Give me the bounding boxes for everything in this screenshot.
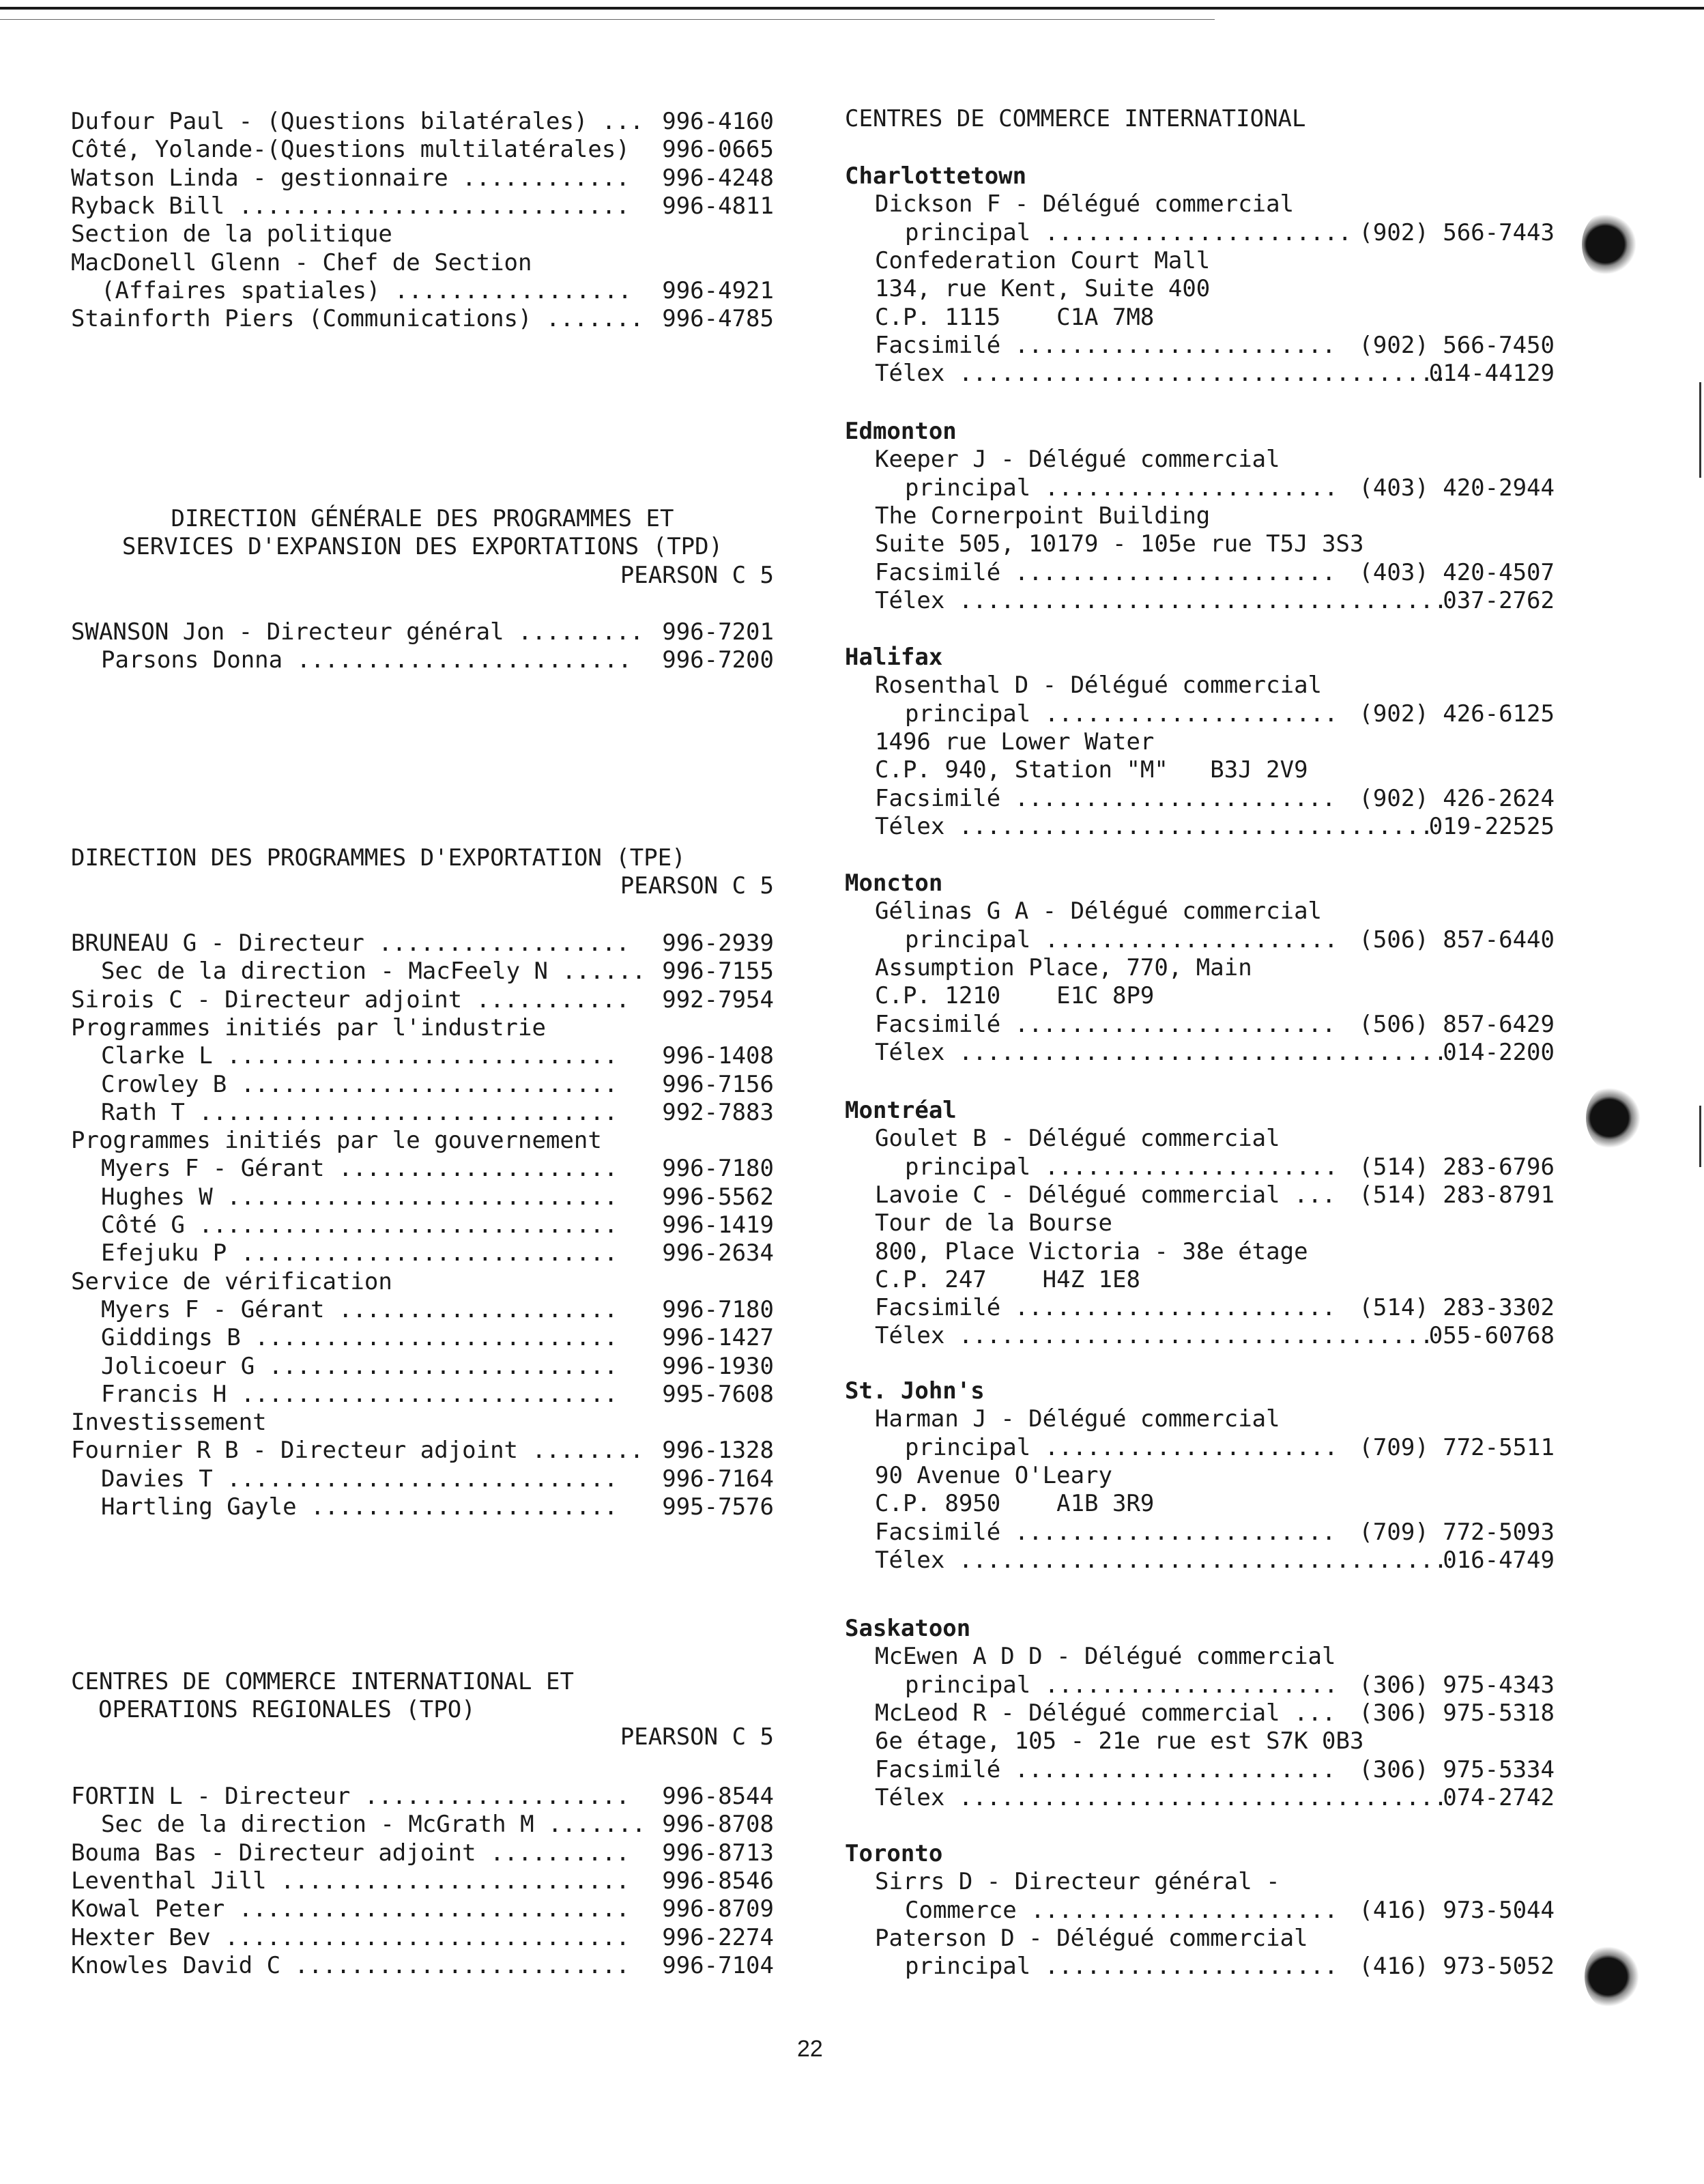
entry-phone: 996-1427 (662, 1324, 774, 1352)
entry-label: Télex ................................... (875, 1546, 1448, 1574)
entry-label: Sec de la direction - MacFeely N ...... (101, 958, 646, 986)
city-heading: Montréal (845, 1097, 957, 1124)
entry-label: (Affaires spatiales) ................. (101, 276, 632, 304)
entry-phone: 996-8708 (662, 1811, 774, 1839)
entry-phone: 996-7104 (662, 1951, 774, 1979)
entry-phone: 996-8546 (662, 1867, 774, 1895)
directory-line (845, 1266, 1555, 1293)
directory-line (71, 1239, 774, 1267)
entry-label: principal ..................... (905, 700, 1338, 728)
directory-line (845, 190, 1555, 218)
entry-label: Paterson D - Délégué commercial (875, 1924, 1308, 1952)
entry-label: Ryback Bill ............................ (71, 192, 630, 220)
directory-line (71, 1042, 774, 1069)
directory-line (71, 1783, 774, 1810)
entry-label: Facsimilé ....................... (875, 558, 1336, 586)
directory-line (845, 1953, 1555, 1980)
entry-label: principal ..................... (905, 1671, 1338, 1699)
entry-label: C.P. 247 H4Z 1E8 (875, 1265, 1140, 1293)
directory-line (845, 559, 1555, 586)
directory-line (845, 1699, 1555, 1727)
entry-label: Jolicoeur G ......................... (101, 1352, 618, 1380)
entry-phone: 996-0665 (662, 136, 774, 164)
directory-line (845, 1925, 1555, 1952)
entry-label: principal ..................... (905, 1153, 1338, 1181)
entry-label: Facsimilé ....................... (875, 784, 1336, 812)
entry-label: Hexter Bev ............................. (71, 1923, 630, 1951)
directory-line (71, 1324, 774, 1351)
directory-line (845, 446, 1555, 473)
entry-phone: (902) 426-2624 (1359, 784, 1555, 812)
directory-line (845, 785, 1555, 812)
entry-phone: 996-5562 (662, 1183, 774, 1211)
entry-label: Stainforth Piers (Communications) ....... (71, 305, 644, 333)
entry-label: Facsimilé ....................... (875, 1518, 1336, 1546)
city-heading: Halifax (845, 644, 943, 671)
directory-line (71, 1839, 774, 1867)
directory-line (71, 1811, 774, 1838)
entry-label: Programmes initiés par le gouvernement (71, 1127, 602, 1155)
directory-line (845, 700, 1555, 728)
punch-hole-top (1582, 210, 1641, 278)
entry-label: Confederation Court Mall (875, 246, 1211, 274)
entry-phone: 055-60768 (1428, 1322, 1555, 1350)
directory-line (71, 618, 774, 646)
directory-line (845, 530, 1555, 558)
directory-line (845, 954, 1555, 981)
entry-phone: (506) 857-6440 (1359, 925, 1555, 953)
entry-phone: 996-7180 (662, 1295, 774, 1323)
directory-line (845, 1209, 1555, 1237)
entry-label: The Cornerpoint Building (875, 502, 1211, 530)
entry-label: MacDonell Glenn - Chef de Section (71, 248, 532, 276)
directory-line (71, 1493, 774, 1521)
directory-line (845, 360, 1555, 387)
directory-line (845, 1294, 1555, 1321)
directory-line (71, 1099, 774, 1126)
entry-label: Programmes initiés par l'industrie (71, 1014, 546, 1041)
entry-label: principal ...................... (905, 218, 1353, 246)
directory-line (845, 587, 1555, 614)
entry-label: C.P. 940, Station "M" B3J 2V9 (875, 756, 1308, 784)
directory-line (71, 277, 774, 304)
directory-line (845, 1727, 1555, 1755)
directory-line (71, 136, 774, 163)
entry-label: Service de vérification (71, 1267, 392, 1295)
entry-phone: 996-1419 (662, 1211, 774, 1239)
page-number: 22 (797, 2036, 823, 2062)
directory-line (845, 813, 1555, 840)
entry-phone: 996-4811 (662, 192, 774, 220)
entry-label: Rosenthal D - Délégué commercial (875, 672, 1323, 700)
entry-phone: 995-7576 (662, 1493, 774, 1521)
directory-line (845, 1405, 1555, 1433)
entry-phone: 992-7954 (662, 986, 774, 1014)
entry-label: C.P. 1210 E1C 8P9 (875, 982, 1155, 1010)
entry-label: Suite 505, 10179 - 105e rue T5J 3S3 (875, 530, 1364, 558)
entry-phone: (306) 975-4343 (1359, 1671, 1555, 1699)
entry-phone: 996-7200 (662, 646, 774, 674)
entry-label: Knowles David C ........................ (71, 1951, 630, 1979)
directory-line (71, 1155, 774, 1182)
punch-hole-bottom (1585, 1942, 1643, 2011)
entry-label: principal ..................... (905, 1953, 1338, 1981)
entry-phone: 996-7201 (662, 618, 774, 646)
section-title: SERVICES D'EXPANSION DES EXPORTATIONS (TPD) (121, 533, 723, 561)
entry-phone: 996-1328 (662, 1437, 774, 1465)
directory-line (71, 1409, 774, 1436)
directory-line (71, 305, 774, 332)
directory-line (71, 164, 774, 192)
section-title: OPERATIONS REGIONALES (TPO) (98, 1696, 476, 1724)
entry-label: Sirrs D - Directeur général - (875, 1868, 1280, 1896)
entry-phone: (403) 420-2944 (1359, 474, 1555, 502)
directory-line (845, 1547, 1555, 1574)
entry-label: Facsimilé ....................... (875, 1010, 1336, 1038)
directory-line (71, 192, 774, 220)
entry-phone: (403) 420-4507 (1359, 558, 1555, 586)
directory-line (845, 1643, 1555, 1670)
entry-label: Hughes W ............................ (101, 1183, 618, 1211)
entry-label: Gélinas G A - Délégué commercial (875, 897, 1323, 925)
entry-label: 1496 rue Lower Water (875, 728, 1155, 756)
directory-line (845, 1153, 1555, 1181)
directory-line (845, 926, 1555, 953)
directory-line (71, 1268, 774, 1295)
entry-phone: 996-4160 (662, 108, 774, 135)
entry-phone: 996-2939 (662, 930, 774, 957)
entry-phone: (306) 975-5318 (1359, 1699, 1555, 1727)
directory-line (71, 249, 774, 276)
directory-line (845, 1671, 1555, 1699)
entry-label: Dickson F - Délégué commercial (875, 190, 1295, 218)
directory-line (845, 728, 1555, 756)
entry-phone: 996-4785 (662, 305, 774, 333)
entry-phone: 019-22525 (1428, 812, 1555, 840)
section-location: PEARSON C 5 (620, 1723, 774, 1751)
entry-label: Investissement (71, 1409, 267, 1437)
city-heading: St. John's (845, 1377, 985, 1405)
directory-line (71, 1071, 774, 1098)
entry-label: principal ..................... (905, 1433, 1338, 1461)
entry-label: Section de la politique (71, 220, 392, 248)
section-location: PEARSON C 5 (620, 561, 774, 589)
entry-phone: 995-7608 (662, 1380, 774, 1408)
entry-phone: 996-2274 (662, 1923, 774, 1951)
entry-label: FORTIN L - Directeur ................... (71, 1783, 630, 1810)
entry-label: McEwen A D D - Délégué commercial (875, 1643, 1336, 1671)
directory-line (845, 1125, 1555, 1152)
section-title: CENTRES DE COMMERCE INTERNATIONAL (845, 105, 1306, 132)
entry-phone: (514) 283-6796 (1359, 1153, 1555, 1181)
entry-label: Fournier R B - Directeur adjoint ........ (71, 1437, 644, 1465)
entry-label: 90 Avenue O'Leary (875, 1461, 1112, 1489)
directory-line (845, 219, 1555, 246)
directory-line (845, 897, 1555, 925)
directory-line (71, 958, 774, 985)
entry-label: 800, Place Victoria - 38e étage (875, 1237, 1308, 1265)
entry-label: Sirois C - Directeur adjoint ........... (71, 986, 630, 1014)
entry-label: Clarke L ............................ (101, 1042, 618, 1070)
entry-label: C.P. 1115 C1A 7M8 (875, 303, 1155, 331)
entry-label: Commerce ...................... (905, 1896, 1338, 1924)
entry-label: Hartling Gayle ...................... (101, 1493, 618, 1521)
directory-line (845, 1784, 1555, 1811)
entry-label: 6e étage, 105 - 21e rue est S7K 0B3 (875, 1727, 1364, 1755)
entry-label: Facsimilé ....................... (875, 1294, 1336, 1322)
entry-label: Efejuku P ........................... (101, 1239, 618, 1267)
directory-line (845, 1181, 1555, 1209)
entry-label: Harman J - Délégué commercial (875, 1405, 1280, 1433)
directory-line (71, 1127, 774, 1154)
directory-line (71, 646, 774, 674)
entry-phone: 996-1408 (662, 1042, 774, 1070)
punch-hole-middle (1586, 1084, 1645, 1152)
city-heading: Edmonton (845, 418, 957, 445)
entry-label: Côté, Yolande-(Questions multilatérales) (71, 136, 630, 164)
entry-phone: 014-44129 (1428, 360, 1555, 388)
city-heading: Saskatoon (845, 1615, 971, 1642)
entry-label: Facsimilé ....................... (875, 1755, 1336, 1783)
directory-line (845, 1756, 1555, 1783)
directory-line (71, 1183, 774, 1211)
entry-phone: 992-7883 (662, 1098, 774, 1126)
entry-phone: 996-7180 (662, 1155, 774, 1183)
entry-label: Télex ................................... (875, 1783, 1448, 1811)
entry-label: Télex ................................... (875, 586, 1448, 614)
entry-phone: (709) 772-5511 (1359, 1433, 1555, 1461)
directory-line (845, 275, 1555, 302)
entry-label: C.P. 8950 A1B 3R9 (875, 1490, 1155, 1518)
top-rule (0, 7, 1704, 10)
directory-line (71, 220, 774, 248)
entry-label: Rath T .............................. (101, 1098, 618, 1126)
entry-label: Tour de la Bourse (875, 1209, 1112, 1237)
entry-label: Côté G .............................. (101, 1211, 618, 1239)
entry-phone: 996-8544 (662, 1783, 774, 1810)
entry-phone: 014-2200 (1443, 1038, 1555, 1066)
entry-label: Francis H ........................... (101, 1380, 618, 1408)
entry-label: Télex ................................... (875, 1038, 1448, 1066)
section-title: CENTRES DE COMMERCE INTERNATIONAL ET (71, 1668, 574, 1695)
entry-label: Dufour Paul - (Questions bilatérales) ... (71, 108, 644, 135)
entry-label: Crowley B ........................... (101, 1070, 618, 1098)
city-heading: Toronto (845, 1840, 943, 1867)
directory-line (71, 930, 774, 957)
directory-line (71, 1353, 774, 1380)
entry-label: Myers F - Gérant .................... (101, 1295, 618, 1323)
entry-label: Sec de la direction - McGrath M ....... (101, 1811, 646, 1839)
directory-line (71, 108, 774, 135)
directory-line (71, 1211, 774, 1239)
entry-label: principal ..................... (905, 474, 1338, 502)
entry-phone: (416) 973-5044 (1359, 1896, 1555, 1924)
directory-line (71, 986, 774, 1014)
directory-line (845, 1462, 1555, 1489)
entry-phone: 996-7156 (662, 1070, 774, 1098)
entry-label: Myers F - Gérant .................... (101, 1155, 618, 1183)
directory-line (845, 1011, 1555, 1038)
section-location: PEARSON C 5 (620, 872, 774, 900)
entry-phone: 996-4921 (662, 276, 774, 304)
entry-label: SWANSON Jon - Directeur général ......... (71, 618, 644, 646)
directory-line (845, 1868, 1555, 1895)
entry-phone: (902) 566-7450 (1359, 331, 1555, 359)
entry-label: Bouma Bas - Directeur adjoint .......... (71, 1839, 630, 1867)
entry-phone: 996-1930 (662, 1352, 774, 1380)
entry-label: Giddings B .......................... (101, 1324, 618, 1352)
directory-line (71, 1895, 774, 1923)
entry-phone: (514) 283-3302 (1359, 1294, 1555, 1322)
entry-phone: 996-7155 (662, 958, 774, 986)
entry-label: Assumption Place, 770, Main (875, 953, 1252, 981)
entry-phone: 996-2634 (662, 1239, 774, 1267)
edge-mark (1699, 1106, 1701, 1167)
entry-label: Facsimilé ....................... (875, 331, 1336, 359)
directory-line (845, 1238, 1555, 1265)
entry-label: Kowal Peter ............................ (71, 1895, 630, 1923)
entry-label: BRUNEAU G - Directeur .................. (71, 930, 630, 957)
directory-line (71, 1381, 774, 1408)
entry-label: Lavoie C - Délégué commercial ... (875, 1181, 1336, 1209)
directory-line (71, 1296, 774, 1323)
directory-line (71, 1924, 774, 1951)
top-rule-thin (0, 19, 1215, 20)
city-heading: Moncton (845, 870, 943, 897)
directory-line (845, 756, 1555, 784)
directory-line (845, 332, 1555, 359)
entry-label: Télex ................................... (875, 360, 1448, 388)
entry-label: Watson Linda - gestionnaire ............ (71, 164, 630, 192)
entry-phone: 037-2762 (1443, 586, 1555, 614)
entry-label: Davies T ............................ (101, 1465, 618, 1493)
directory-line (845, 982, 1555, 1009)
directory-line (845, 247, 1555, 274)
entry-phone: (506) 857-6429 (1359, 1010, 1555, 1038)
directory-line (71, 1867, 774, 1895)
directory-line (845, 502, 1555, 530)
entry-label: Keeper J - Délégué commercial (875, 446, 1280, 474)
entry-label: Goulet B - Délégué commercial (875, 1125, 1280, 1153)
entry-label: Leventhal Jill ......................... (71, 1867, 630, 1895)
directory-line (845, 1897, 1555, 1924)
directory-line (845, 1039, 1555, 1066)
entry-phone: (416) 973-5052 (1359, 1953, 1555, 1981)
entry-phone: (902) 426-6125 (1359, 700, 1555, 728)
entry-phone: 016-4749 (1443, 1546, 1555, 1574)
edge-mark (1699, 382, 1701, 478)
entry-phone: 996-8713 (662, 1839, 774, 1867)
section-title: DIRECTION DES PROGRAMMES D'EXPORTATION (TPE) (71, 844, 686, 872)
directory-line (71, 1465, 774, 1493)
entry-label: 134, rue Kent, Suite 400 (875, 275, 1211, 303)
entry-phone: 996-8709 (662, 1895, 774, 1923)
directory-line (845, 1322, 1555, 1349)
entry-label: McLeod R - Délégué commercial ... (875, 1699, 1336, 1727)
entry-phone: (514) 283-8791 (1359, 1181, 1555, 1209)
entry-phone: 074-2742 (1443, 1783, 1555, 1811)
directory-line (845, 1519, 1555, 1546)
entry-label: Télex .................................. (875, 1322, 1434, 1350)
directory-line (845, 1434, 1555, 1461)
directory-line (71, 1952, 774, 1979)
entry-phone: 996-4248 (662, 164, 774, 192)
directory-line (71, 1014, 774, 1041)
city-heading: Charlottetown (845, 162, 1027, 190)
section-title: DIRECTION GÉNÉRALE DES PROGRAMMES ET (171, 505, 674, 532)
entry-phone: (306) 975-5334 (1359, 1755, 1555, 1783)
entry-label: Télex .................................. (875, 812, 1434, 840)
directory-line (845, 474, 1555, 502)
entry-phone: (709) 772-5093 (1359, 1518, 1555, 1546)
directory-line (71, 1437, 774, 1464)
entry-phone: 996-7164 (662, 1465, 774, 1493)
entry-label: principal ..................... (905, 925, 1338, 953)
entry-label: Parsons Donna ........................ (101, 646, 632, 674)
directory-line (845, 1490, 1555, 1517)
entry-phone: (902) 566-7443 (1359, 218, 1555, 246)
directory-line (845, 672, 1555, 699)
directory-line (845, 304, 1555, 331)
